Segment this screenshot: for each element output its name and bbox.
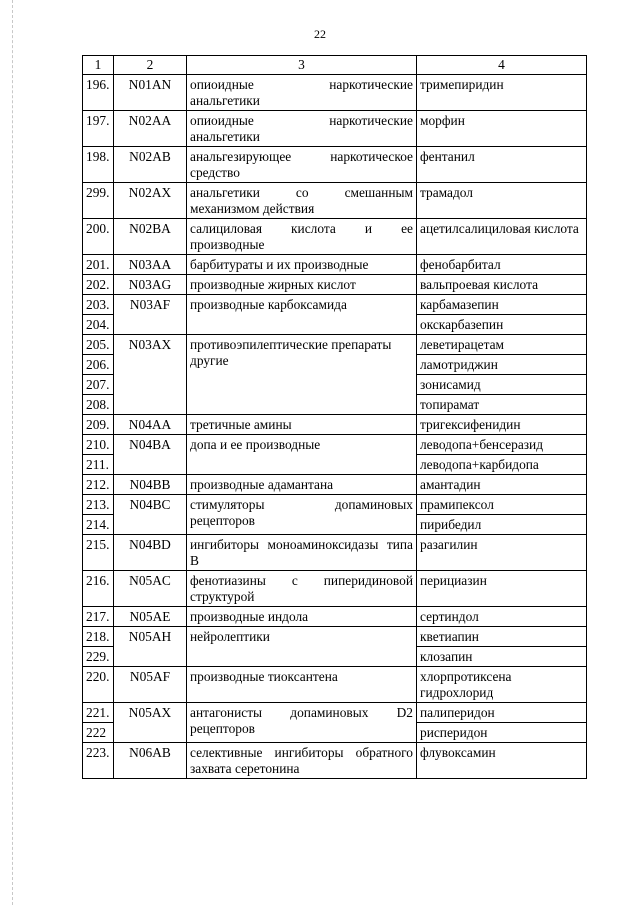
page-number: 22: [314, 27, 326, 41]
drug-name: флувоксамин: [417, 743, 587, 779]
pharmacological-group: стимуляторы допаминовых рецепторов: [187, 495, 417, 535]
atc-code: N04BD: [114, 535, 187, 571]
atc-code: N01AN: [114, 75, 187, 111]
drug-name: разагилин: [417, 535, 587, 571]
atc-code: N04AA: [114, 415, 187, 435]
drug-name: клозапин: [417, 647, 587, 667]
atc-code: N05AE: [114, 607, 187, 627]
atc-code: N02AA: [114, 111, 187, 147]
table-row: [83, 415, 587, 435]
row-number: 229.: [83, 647, 114, 667]
atc-code: N04BB: [114, 475, 187, 495]
atc-code: N06AB: [114, 743, 187, 779]
row-number: 212.: [83, 475, 114, 495]
pharmacological-group: селективные ингибиторы обратного захвата серетонина: [187, 743, 417, 779]
atc-code: N05AX: [114, 703, 187, 743]
atc-code: N03AG: [114, 275, 187, 295]
table-row: [83, 495, 587, 515]
pharmacological-group: фенотиазины с пиперидиновой структурой: [187, 571, 417, 607]
table-row: [83, 667, 587, 703]
table-row: [83, 295, 587, 315]
pharmacological-group: антагонисты допаминовых D2 рецепторов: [187, 703, 417, 743]
atc-code: N04BA: [114, 435, 187, 475]
row-number: 215.: [83, 535, 114, 571]
header-col-3: 3: [187, 56, 417, 75]
table-row: [83, 571, 587, 607]
table-row: [83, 219, 587, 255]
row-number: 223.: [83, 743, 114, 779]
row-number: 198.: [83, 147, 114, 183]
drug-name: вальпроевая кислота: [417, 275, 587, 295]
atc-code: N03AX: [114, 335, 187, 415]
drug-name: ацетилсалициловая кислота: [417, 219, 587, 255]
drug-name: кветиапин: [417, 627, 587, 647]
pharmacological-group: нейролептики: [187, 627, 417, 667]
pharmacological-group: ингибиторы моноаминоксидазы типа В: [187, 535, 417, 571]
atc-code: N04BC: [114, 495, 187, 535]
row-number: 196.: [83, 75, 114, 111]
drug-name: окскарбазепин: [417, 315, 587, 335]
row-number: 213.: [83, 495, 114, 515]
row-number: 201.: [83, 255, 114, 275]
drug-name: перициазин: [417, 571, 587, 607]
drug-name: фенобарбитал: [417, 255, 587, 275]
header-col-4: 4: [417, 56, 587, 75]
pharmacological-group: анальгетики со смешанным механизмом действия: [187, 183, 417, 219]
atc-code: N02AB: [114, 147, 187, 183]
drug-name: трамадол: [417, 183, 587, 219]
row-number: 205.: [83, 335, 114, 355]
row-number: 202.: [83, 275, 114, 295]
drug-name: леветирацетам: [417, 335, 587, 355]
pharmacological-group: производные жирных кислот: [187, 275, 417, 295]
atc-code: N05AC: [114, 571, 187, 607]
drug-name: амантадин: [417, 475, 587, 495]
table-row: [83, 743, 587, 779]
row-number: 208.: [83, 395, 114, 415]
pharmacological-group: производные адамантана: [187, 475, 417, 495]
row-number: 221.: [83, 703, 114, 723]
binding-margin-line: [12, 0, 14, 905]
row-number: 216.: [83, 571, 114, 607]
drug-name: морфин: [417, 111, 587, 147]
table-row: [83, 183, 587, 219]
atc-code: N02AX: [114, 183, 187, 219]
row-number: 204.: [83, 315, 114, 335]
row-number: 207.: [83, 375, 114, 395]
drug-name: леводопа+карбидопа: [417, 455, 587, 475]
pharmacological-group: производные индола: [187, 607, 417, 627]
pharmacological-group: третичные амины: [187, 415, 417, 435]
row-number: 206.: [83, 355, 114, 375]
row-number: 210.: [83, 435, 114, 455]
pharmacological-group: допа и ее производные: [187, 435, 417, 475]
pharmacological-group: производные тиоксантена: [187, 667, 417, 703]
drug-name: тригексифенидин: [417, 415, 587, 435]
table-row: [83, 275, 587, 295]
pharmacological-group: опиоидные наркотические анальгетики: [187, 111, 417, 147]
drug-name: палиперидон: [417, 703, 587, 723]
drug-name: сертиндол: [417, 607, 587, 627]
drug-name: рисперидон: [417, 723, 587, 743]
pharmacological-group: анальгезирующее наркотическое средство: [187, 147, 417, 183]
table-row: [83, 435, 587, 455]
pharmacological-group: салициловая кислота и ее производные: [187, 219, 417, 255]
row-number: 214.: [83, 515, 114, 535]
drug-name: пирибедил: [417, 515, 587, 535]
table-row: [83, 255, 587, 275]
drug-name: хлорпротиксена гидрохлорид: [417, 667, 587, 703]
table-row: [83, 627, 587, 647]
row-number: 217.: [83, 607, 114, 627]
pharmacological-group: барбитураты и их производные: [187, 255, 417, 275]
table-header-row: [83, 56, 587, 75]
table-row: [83, 607, 587, 627]
drug-name: фентанил: [417, 147, 587, 183]
row-number: 203.: [83, 295, 114, 315]
pharmacological-group: производные карбоксамида: [187, 295, 417, 335]
drug-name: тримепиридин: [417, 75, 587, 111]
atc-code: N02BA: [114, 219, 187, 255]
drug-name: карбамазепин: [417, 295, 587, 315]
atc-code: N05AH: [114, 627, 187, 667]
table-row: [83, 535, 587, 571]
drug-name: зонисамид: [417, 375, 587, 395]
drug-name: топирамат: [417, 395, 587, 415]
row-number: 222: [83, 723, 114, 743]
table-row: [83, 475, 587, 495]
pharmacological-group: противоэпилептические препараты другие: [187, 335, 417, 415]
header-col-1: 1: [83, 56, 114, 75]
row-number: 218.: [83, 627, 114, 647]
table-row: [83, 703, 587, 723]
table-row: [83, 335, 587, 355]
atc-code: N03AA: [114, 255, 187, 275]
atc-code: N05AF: [114, 667, 187, 703]
atc-code: N03AF: [114, 295, 187, 335]
pharmacological-group: опиоидные наркотические анальгетики: [187, 75, 417, 111]
table-row: [83, 75, 587, 111]
header-col-2: 2: [114, 56, 187, 75]
row-number: 197.: [83, 111, 114, 147]
table-row: [83, 147, 587, 183]
row-number: 200.: [83, 219, 114, 255]
row-number: 220.: [83, 667, 114, 703]
drug-name: леводопа+бенсеразид: [417, 435, 587, 455]
drug-name: прамипексол: [417, 495, 587, 515]
drug-name: ламотриджин: [417, 355, 587, 375]
row-number: 299.: [83, 183, 114, 219]
table-row: [83, 111, 587, 147]
row-number: 209.: [83, 415, 114, 435]
row-number: 211.: [83, 455, 114, 475]
drug-table: [82, 55, 587, 779]
